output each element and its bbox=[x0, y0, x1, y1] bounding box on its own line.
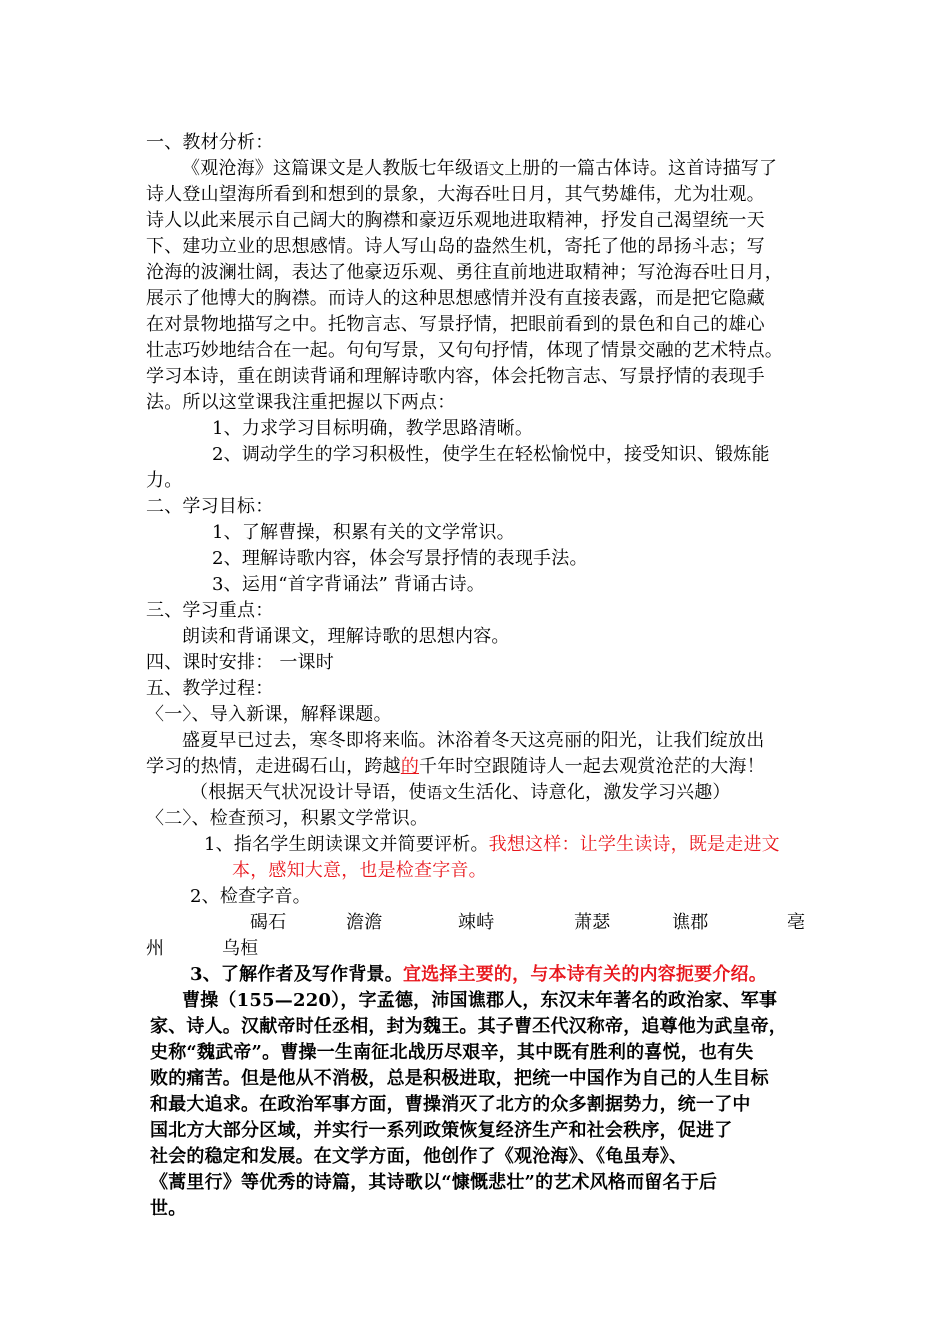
list-item: 1、力求学习目标明确，教学思路清晰。 bbox=[212, 418, 534, 439]
step-heading: 〈二〉、检查预习，积累文学常识。 bbox=[146, 808, 429, 829]
word-item: 乌桓 bbox=[222, 938, 259, 959]
paragraph-line: 诗人登山望海所看到和想到的景象，大海吞吐日月，其气势雄伟，尤为壮观。 bbox=[146, 184, 765, 205]
paragraph-line: 沧海的波澜壮阔，表达了他豪迈乐观、勇往直前地进取精神；写沧海吞吐日月， bbox=[146, 262, 783, 283]
list-item: 2、检查字音。 bbox=[190, 886, 311, 907]
list-item: 3、运用“首字背诵法” 背诵古诗。 bbox=[212, 574, 485, 595]
design-note: （根据天气状况设计导语，使语文生活化、诗意化，激发学习兴趣） bbox=[190, 782, 731, 803]
word-item: 澹澹 bbox=[346, 912, 383, 933]
paragraph-line: 诗人以此来展示自己阔大的胸襟和豪迈乐观地进取精神，抒发自己渴望统一天 bbox=[146, 210, 765, 231]
section-heading-focus: 三、学习重点： bbox=[146, 600, 274, 621]
paragraph-line: 法。所以这堂课我注重把握以下两点： bbox=[146, 392, 456, 413]
word-item: 碣石 bbox=[250, 912, 287, 933]
list-item: 2、理解诗歌内容，体会写景抒情的表现手法。 bbox=[212, 548, 588, 569]
step-heading: 〈一〉、导入新课，解释课题。 bbox=[146, 704, 392, 725]
word-item: 谯郡 bbox=[672, 912, 709, 933]
paragraph-line: 壮志巧妙地结合在一起。句句写景，又句句抒情，体现了情景交融的艺术特点。 bbox=[146, 340, 783, 361]
word-item: 亳 bbox=[787, 912, 806, 933]
section-heading-objectives: 二、学习目标： bbox=[146, 496, 274, 517]
bio-line: 败的痛苦。但是他从不消极，总是积极进取，把统一中国作为自己的人生目标 bbox=[150, 1068, 769, 1089]
bio-line: 和最大追求。在政治军事方面，曹操消灭了北方的众多割据势力，统一了中 bbox=[150, 1094, 751, 1115]
section-heading-schedule: 四、课时安排： 一课时 bbox=[146, 652, 334, 673]
paragraph-line: 展示了他博大的胸襟。而诗人的这种思想感情并没有直接表露，而是把它隐藏 bbox=[146, 288, 765, 309]
bio-line: 《蒿里行》等优秀的诗篇，其诗歌以“慷慨悲壮”的艺术风格而留名于后 bbox=[150, 1172, 718, 1193]
word-item: 萧瑟 bbox=[574, 912, 611, 933]
paragraph-line: 下、建功立业的思想感情。诗人写山岛的盎然生机，寄托了他的昂扬斗志；写 bbox=[146, 236, 765, 257]
bio-line: 家、诗人。汉献帝时任丞相，封为魏王。其子曹丕代汉称帝，追尊他为武皇帝， bbox=[150, 1016, 787, 1037]
bio-line: 社会的稳定和发展。在文学方面，他创作了《观沧海》、《龟虽寿》、 bbox=[150, 1146, 688, 1167]
word-item: 竦峙 bbox=[458, 912, 495, 933]
bio-line: 国北方大部分区域，并实行一系列政策恢复经济生产和社会秩序，促进了 bbox=[150, 1120, 733, 1141]
bio-line: 史称“魏武帝”。曹操一生南征北战历尽艰辛，其中既有胜利的喜悦，也有失 bbox=[150, 1042, 754, 1063]
section-heading-process: 五、教学过程： bbox=[146, 678, 274, 699]
section-heading-materials: 一、教材分析： bbox=[146, 132, 274, 153]
paragraph-line: 朗读和背诵课文，理解诗歌的思想内容。 bbox=[182, 626, 510, 647]
list-item: 2、调动学生的学习积极性，使学生在轻松愉悦中，接受知识、锻炼能 bbox=[212, 444, 770, 465]
paragraph-line: 盛夏早已过去，寒冬即将来临。沐浴着冬天这亮丽的阳光，让我们绽放出 bbox=[182, 730, 765, 751]
comment-line: 本，感知大意，也是检查字音。 bbox=[232, 860, 487, 881]
list-item: 1、指名学生朗读课文并简要评析。我想这样：让学生读诗，既是走进文 bbox=[204, 834, 780, 855]
paragraph-line: 学习本诗，重在朗读背诵和理解诗歌内容，体会托物言志、写景抒情的表现手 bbox=[146, 366, 765, 387]
word-item: 州 bbox=[146, 938, 165, 959]
bio-line: 世。 bbox=[150, 1198, 187, 1219]
list-item: 1、了解曹操，积累有关的文学常识。 bbox=[212, 522, 515, 543]
paragraph-line: 在对景物地描写之中。托物言志、写景抒情，把眼前看到的景色和自己的雄心 bbox=[146, 314, 765, 335]
list-item-continuation: 力。 bbox=[146, 470, 183, 491]
paragraph-line: 学习的热情，走进碣石山，跨越的千年时空跟随诗人一起去观赏沧茫的大海！ bbox=[146, 756, 765, 777]
bio-line: 曹操（155—220），字孟德，沛国谯郡人，东汉末年著名的政治家、军事 bbox=[182, 990, 778, 1011]
paragraph-line: 《观沧海》这篇课文是人教版七年级语文上册的一篇古体诗。这首诗描写了 bbox=[182, 158, 778, 179]
list-item: 3、了解作者及写作背景。宜选择主要的，与本诗有关的内容扼要介绍。 bbox=[190, 964, 767, 985]
